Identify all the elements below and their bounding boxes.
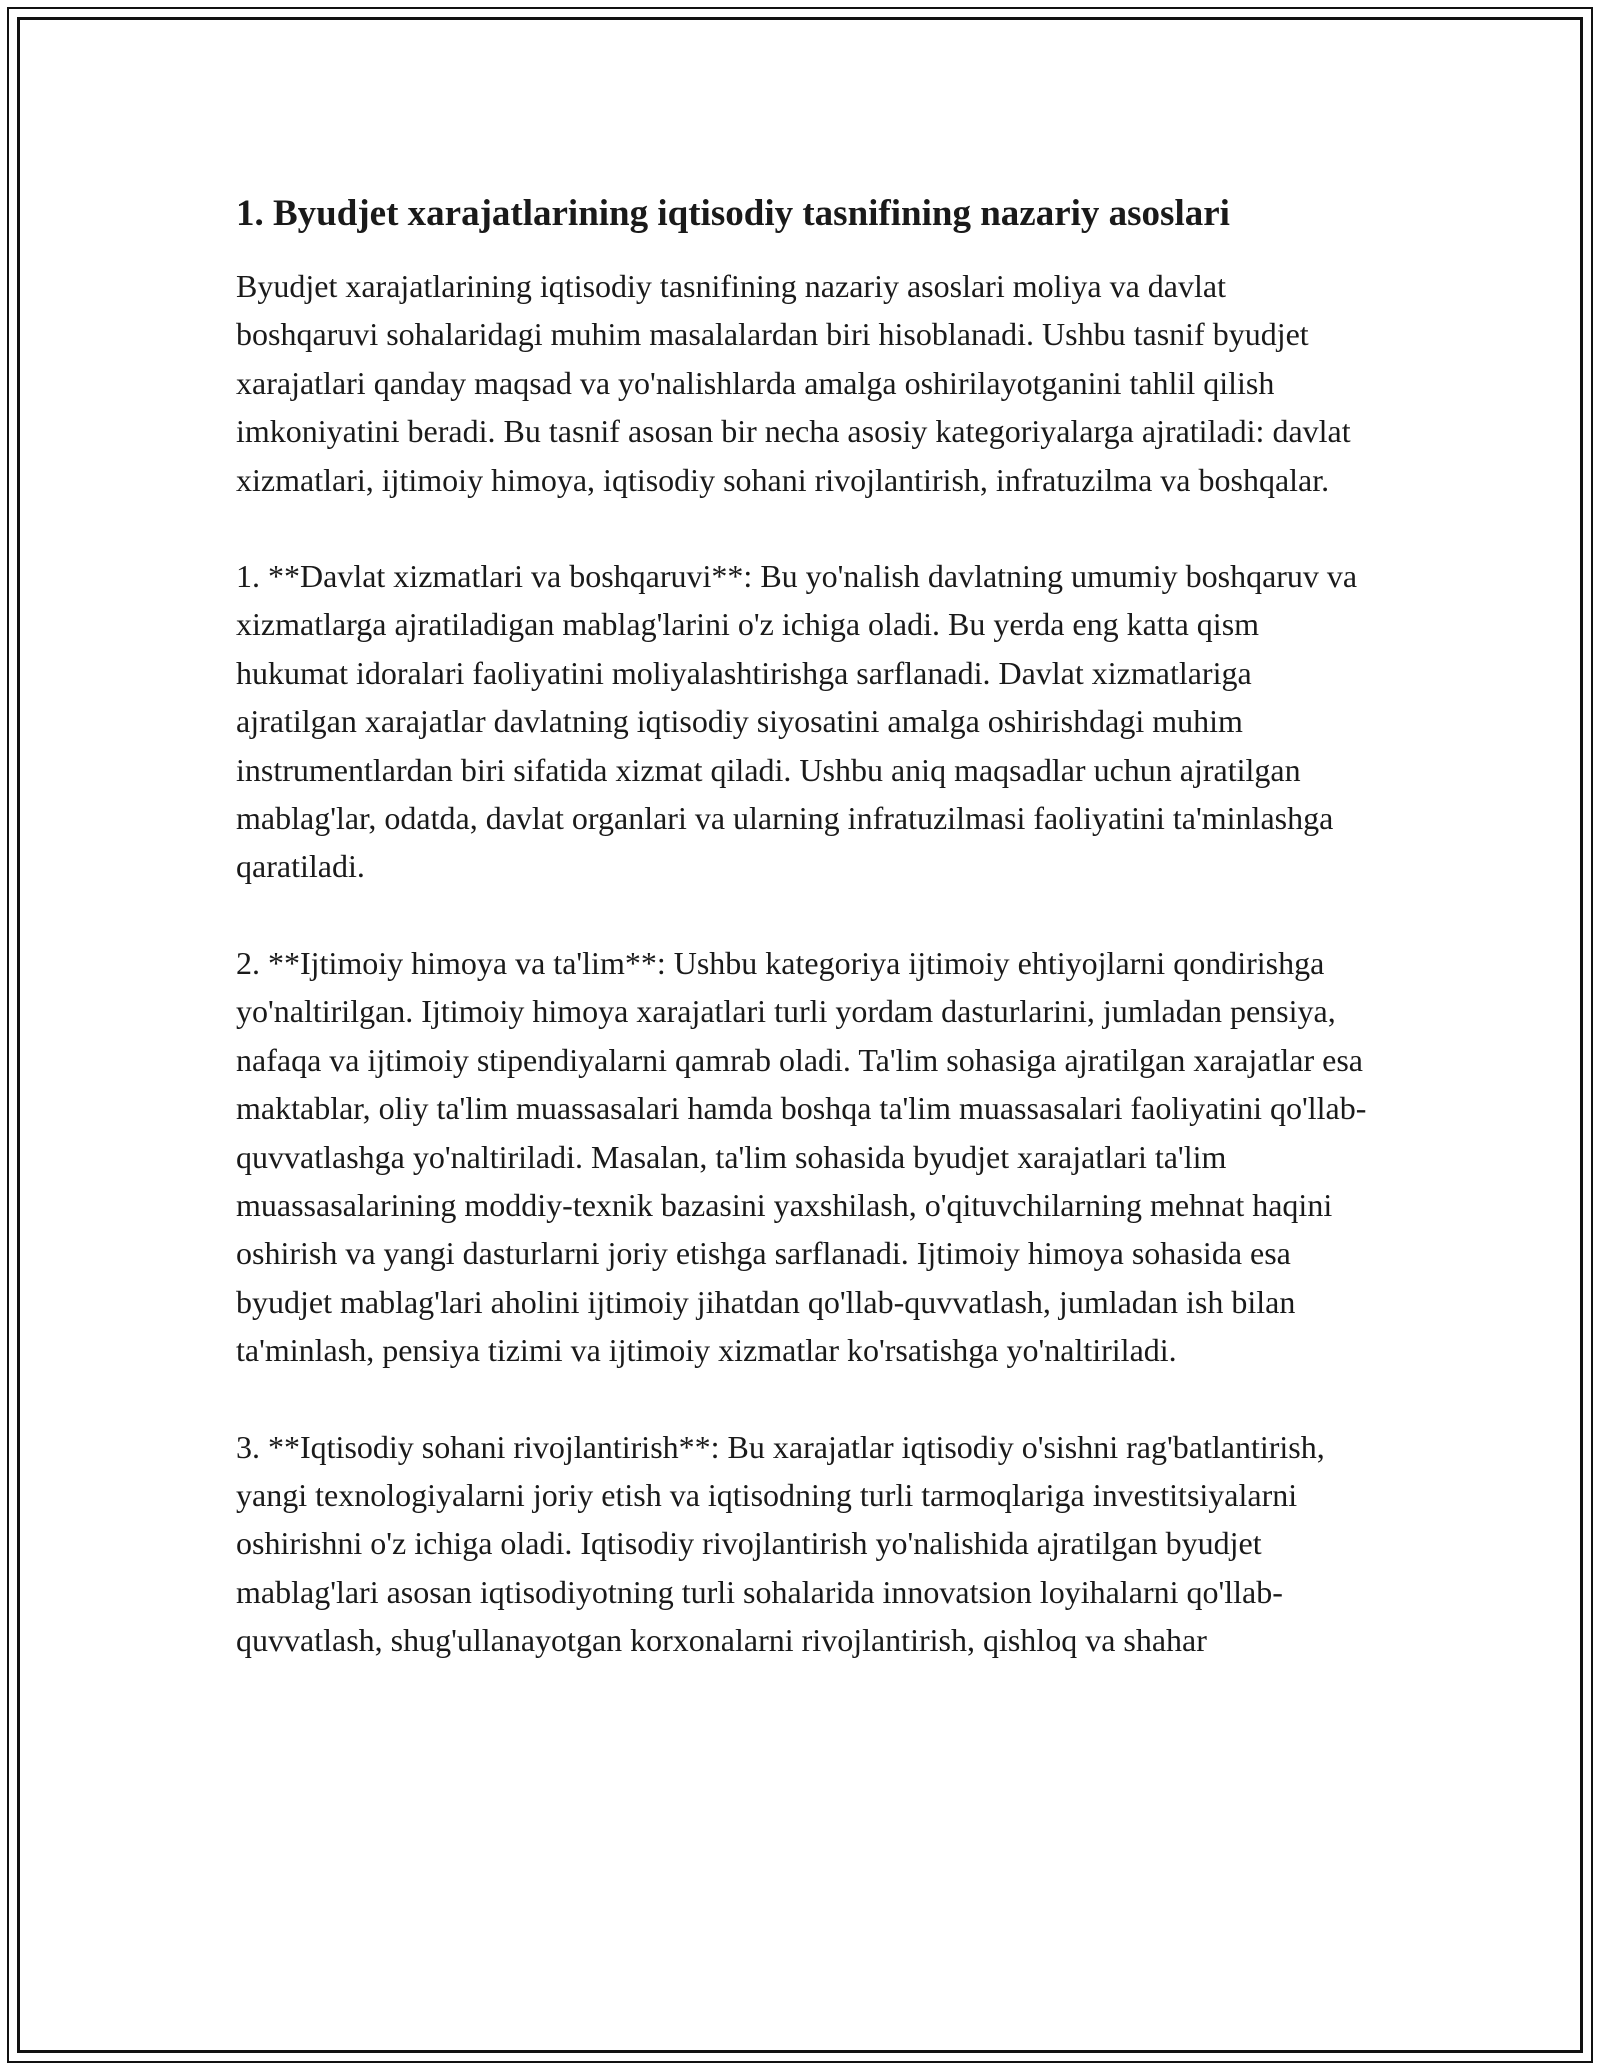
paragraph-ijtimoiy-himoya: 2. **Ijtimoiy himoya va ta'lim**: Ushbu kategoriya ijtimoiy ehtiyojlarni qondirishga yo'naltirilgan. Ijtimoiy himoya xarajatlari turli yordam dasturlarini, jumladan pensiya, nafaqa va ijtimoiy stipendiyalarni qamrab oladi. Ta'lim sohasiga ajratilgan xarajatlar esa maktablar, oliy ta'lim muassasalari hamda boshqa ta'lim muassasalari faoliyatini qo'llab-quvvatlashga yo'naltiriladi. Masalan, ta'lim sohasida byudjet xarajatlari ta'lim muassasalarining moddiy-texnik bazasini yaxshilash, o'qituvchilarning mehnat haqini oshirish va yangi dasturlarni joriy etishga sarflanadi. Ijtimoiy himoya sohasida esa byudjet mablag'lari aholini ijtimoiy jihatdan qo'llab-quvvatlash, jumladan ish bilan ta'minlash, pensiya tizimi va ijtimoiy xizmatlar ko'rsatishga yo'naltiriladi. xyxy=(236,944,1367,1369)
section-heading: 1. Byudjet xarajatlarining iqtisodiy tasnifining nazariy asoslari xyxy=(236,193,1230,234)
paragraph-iqtisodiy-sohani: 3. **Iqtisodiy sohani rivojlantirish**: Bu xarajatlar iqtisodiy o'sishni rag'batlantirish, yangi texnologiyalarni joriy etish va iqtisodning turli tarmoqlariga investitsiyalarni oshirishni o'z ichiga oladi. Iqtisodiy rivojlantirish yo'nalishida ajratilgan byudjet mablag'lari asosan iqtisodiyotning turli sohalarida innovatsion loyihalarni qo'llab-quvvatlash, shug'ullanayotgan korxonalarni rivojlantirish, qishloq va shahar xyxy=(236,1428,1325,1659)
paragraph-davlat-xizmatlari: 1. **Davlat xizmatlari va boshqaruvi**: Bu yo'nalish davlatning umumiy boshqaruv va xizmatlarga ajratiladigan mablag'larini o'z ichiga oladi. Bu yerda eng katta qism hukumat idoralari faoliyatini moliyalashtirishga sarflanadi. Davlat xizmatlariga ajratilgan xarajatlar davlatning iqtisodiy siyosatini amalga oshirishdagi muhim instrumentlardan biri sifatida xizmat qiladi. Ushbu aniq maqsadlar uchun ajratilgan mablag'lar, odatda, davlat organlari va ularning infratuzilmasi faoliyatini ta'minlashga qaratiladi. xyxy=(236,558,1358,885)
intro-paragraph: Byudjet xarajatlarining iqtisodiy tasnifining nazariy asoslari moliya va davlat boshqaruvi sohalaridagi muhim masalalardan biri hisoblanadi. Ushbu tasnif byudjet xarajatlari qanday maqsad va yo'nalishlarda amalga oshirilayotganini tahlil qilish imkoniyatini beradi. Bu tasnif asosan bir necha asosiy kategoriyalarga ajratiladi: davlat xizmatlari, ijtimoiy himoya, iqtisodiy sohani rivojlantirish, infratuzilma va boshqalar. xyxy=(236,268,1351,498)
document-body xyxy=(236,190,1376,1665)
